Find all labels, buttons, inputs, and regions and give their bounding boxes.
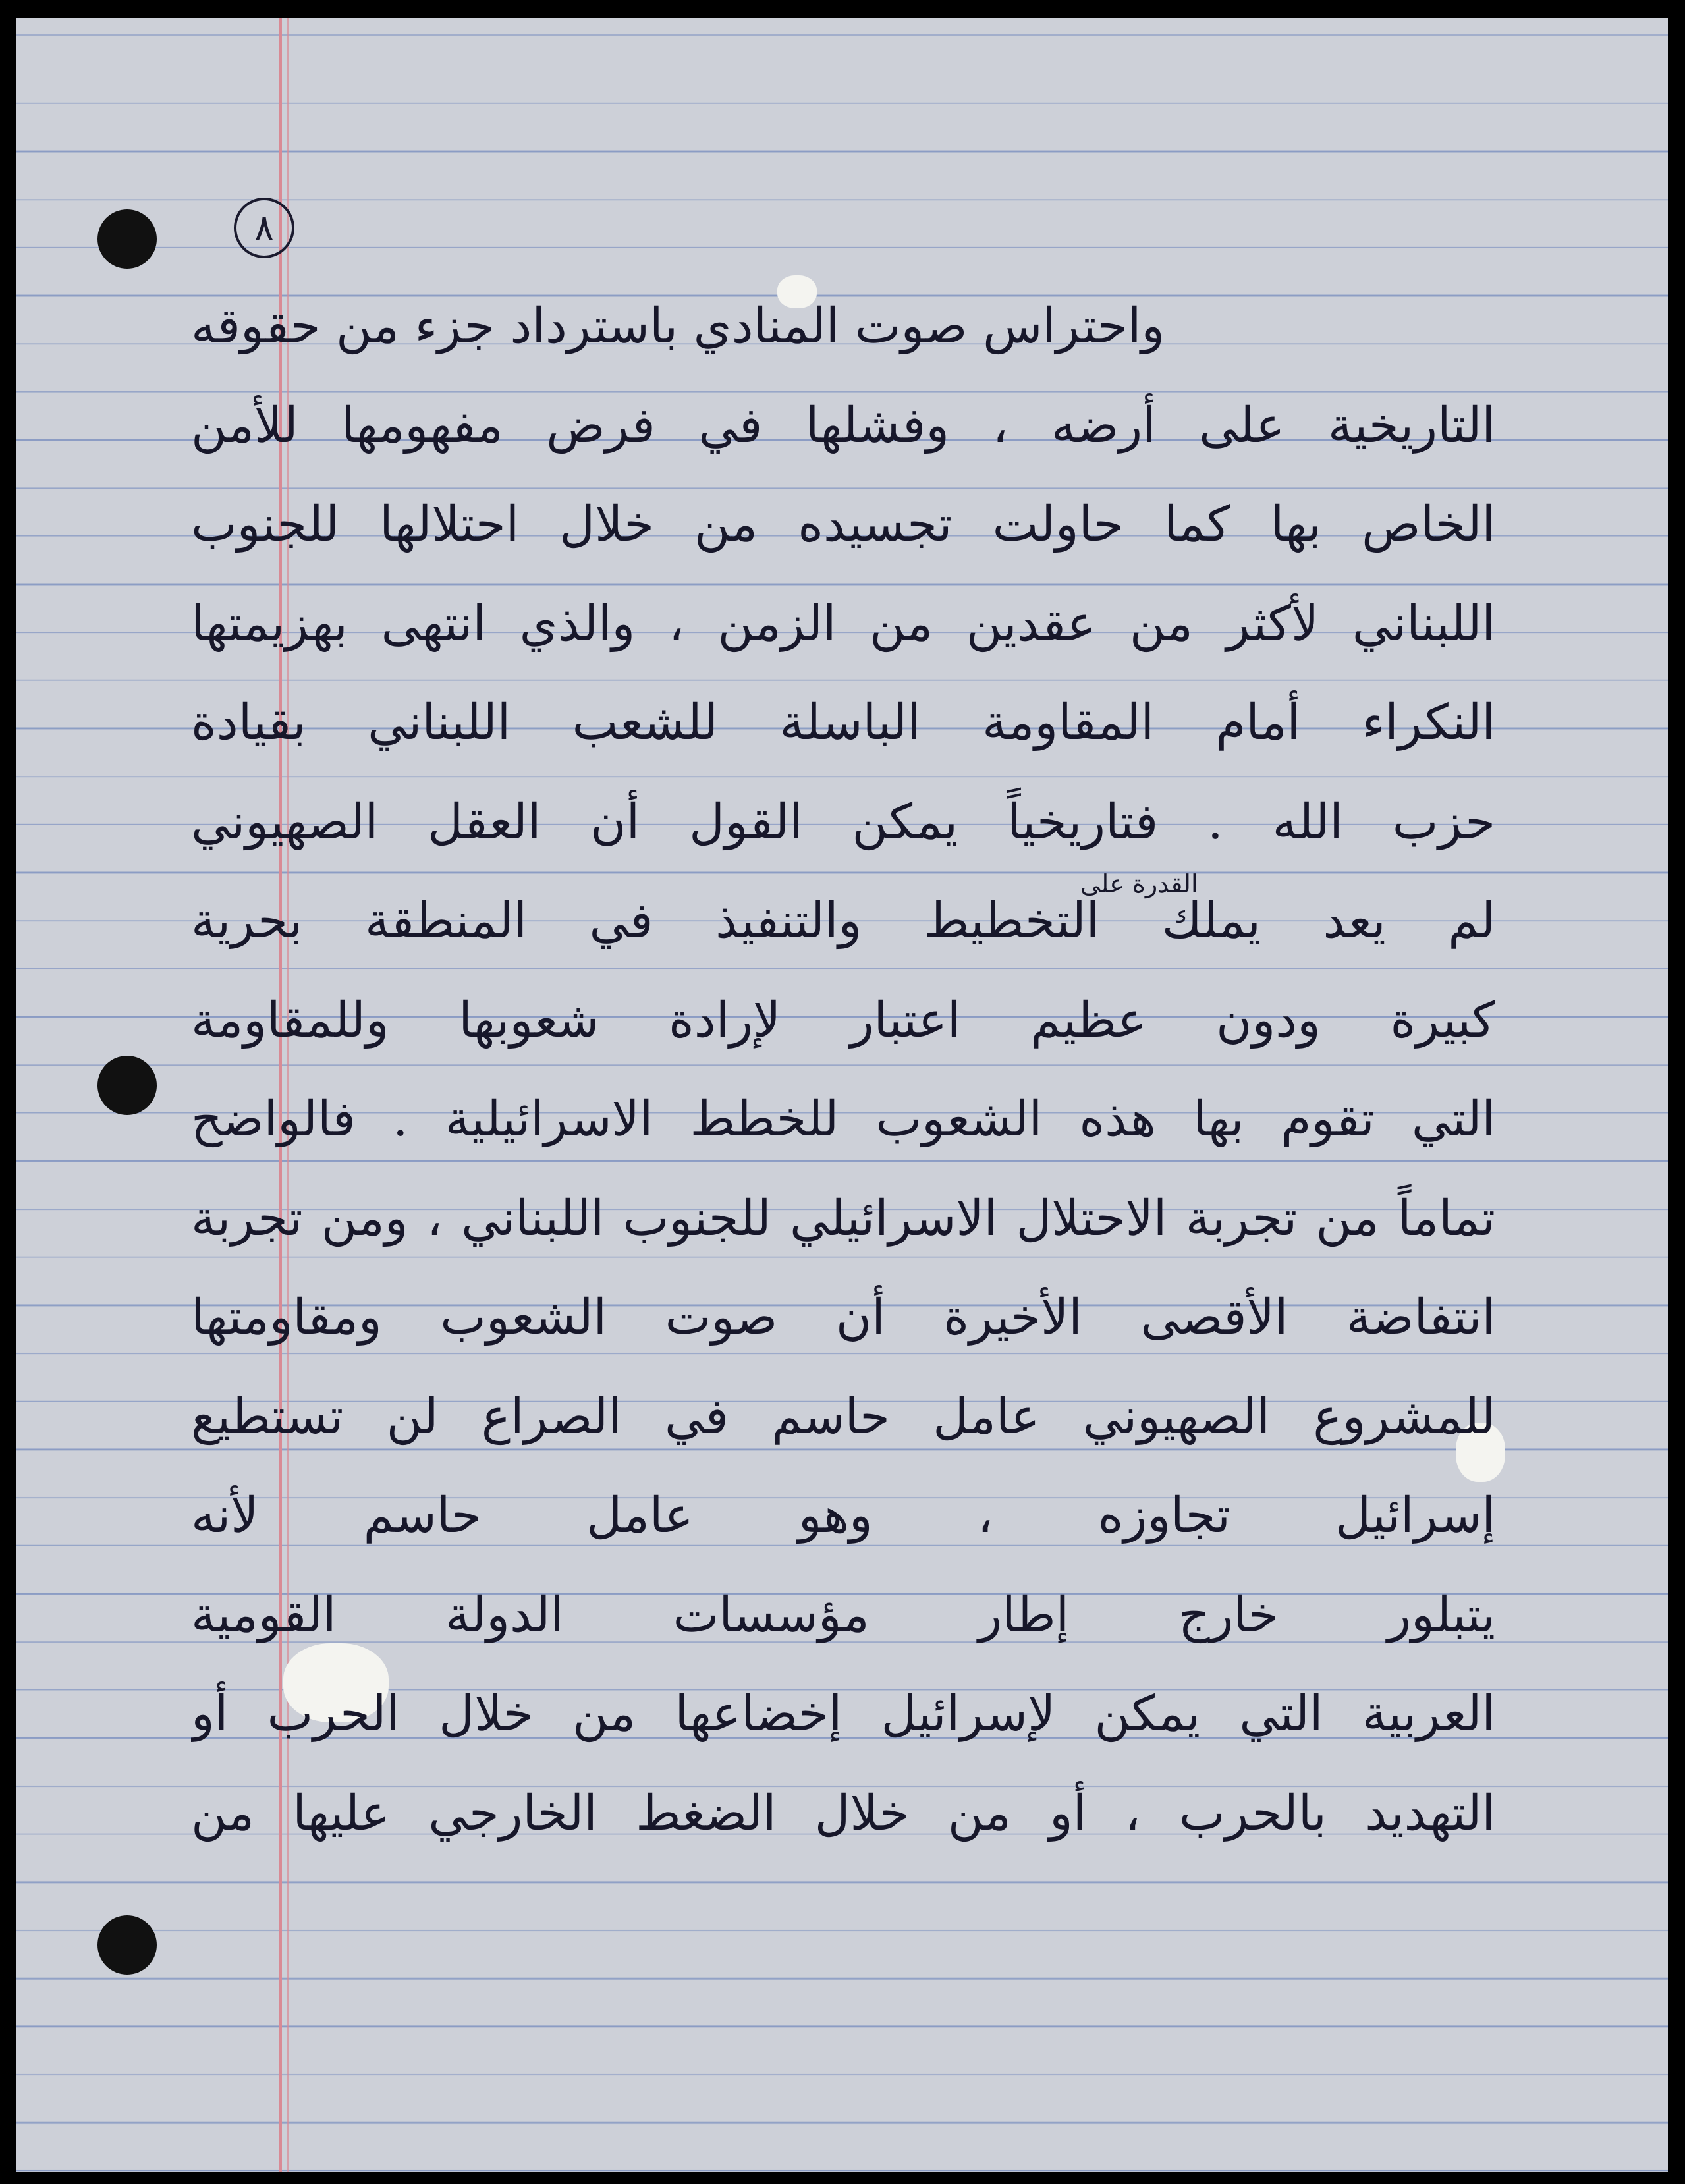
text-line: إسرائيل تجاوزه ، وهو عامل حاسم لأنه bbox=[191, 1487, 1495, 1544]
text-line: النكراء أمام المقاومة الباسلة للشعب اللبناني بقيادة bbox=[191, 694, 1495, 751]
text-line: التهديد بالحرب ، أو من خلال الضغط الخارجي عليها من bbox=[191, 1784, 1495, 1842]
text-line: الخاص بها كما حاولت تجسيده من خلال احتلالها للجنوب bbox=[191, 496, 1495, 553]
text-line: العربية التي يمكن لإسرائيل إخضاعها من خلال الحرب أو bbox=[191, 1685, 1495, 1742]
binder-hole-top bbox=[97, 209, 157, 269]
text-line: اللبناني لأكثر من عقدين من الزمن ، والذي انتهى بهزيمتها bbox=[191, 595, 1495, 652]
text-line: واحتراس صوت المنادي باسترداد جزء من حقوقه bbox=[191, 298, 1165, 354]
binder-hole-bottom bbox=[97, 1915, 157, 1975]
text-line: انتفاضة الأقصى الأخيرة أن صوت الشعوب ومقاومتها bbox=[191, 1289, 1495, 1346]
text-line: حزب الله . فتاريخياً يمكن القول أن العقل الصهيوني bbox=[191, 793, 1495, 850]
insertion-note: القدرة على bbox=[1080, 869, 1198, 898]
text-line: التاريخية على أرضه ، وفشلها في فرض مفهومها للأمن bbox=[191, 396, 1495, 454]
page-number: ٨ bbox=[234, 198, 294, 258]
text-line: لم يعد يملك التخطيط والتنفيذ في المنطقة بحرية bbox=[191, 892, 1495, 949]
text-line: كبيرة ودون عظيم اعتبار لإرادة شعوبها وللمقاومة bbox=[191, 991, 1495, 1049]
text-line: يتبلور خارج إطار مؤسسات الدولة القومية bbox=[191, 1586, 1495, 1643]
text-line: للمشروع الصهيوني عامل حاسم في الصراع لن تستطيع bbox=[191, 1388, 1495, 1445]
binder-hole-middle bbox=[97, 1056, 157, 1115]
text-line: تماماً من تجربة الاحتلال الاسرائيلي للجنوب اللبناني ، ومن تجربة bbox=[191, 1189, 1495, 1247]
text-line: التي تقوم بها هذه الشعوب للخطط الاسرائيلية . فالواضح bbox=[191, 1091, 1495, 1147]
handwritten-text bbox=[191, 277, 1495, 1863]
